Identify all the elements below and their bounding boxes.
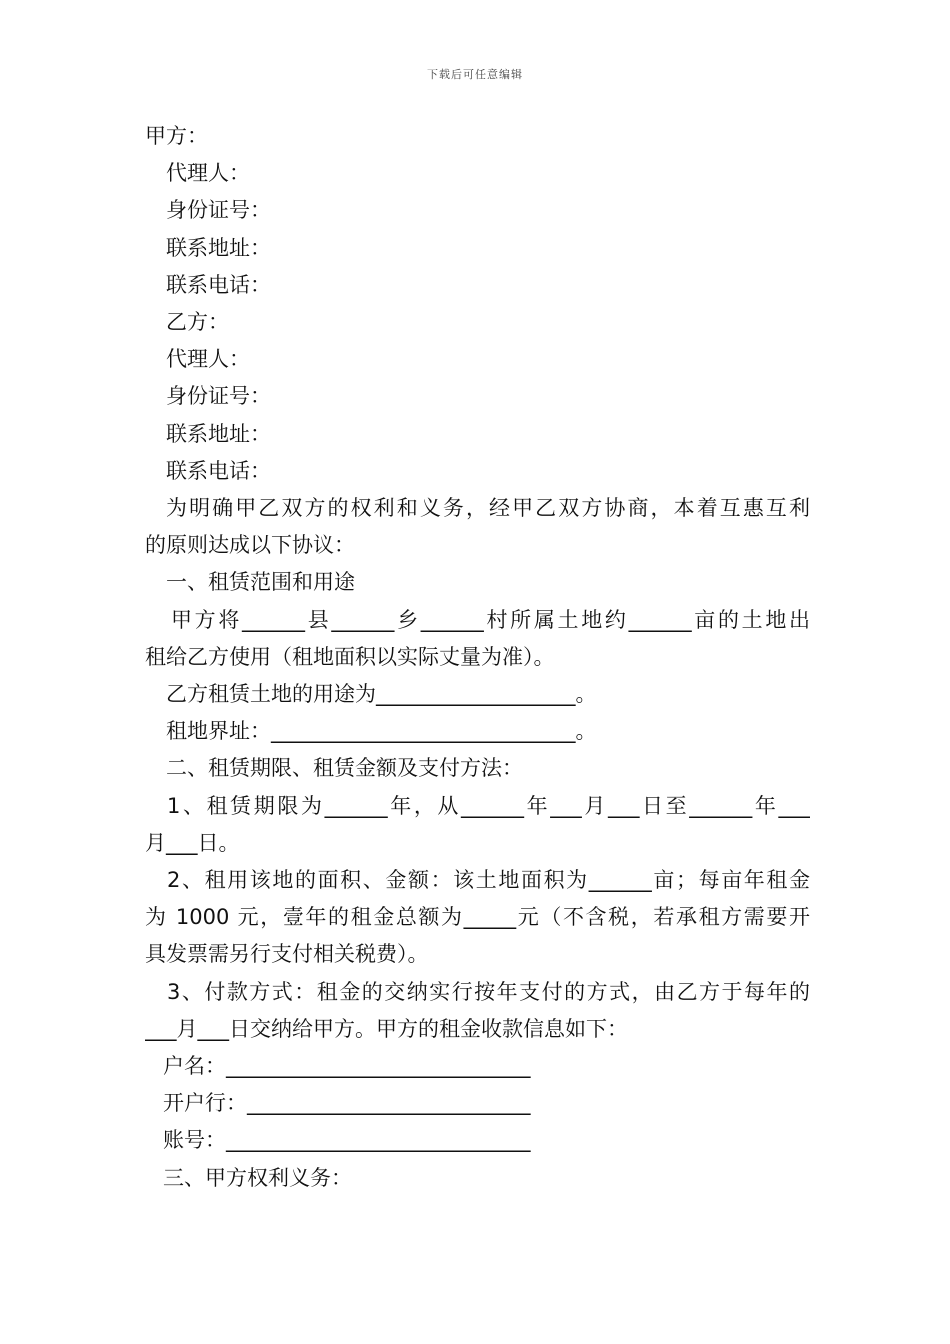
party-a-id-number: 身份证号： <box>166 198 271 223</box>
clause-2-line-3: 具发票需另行支付相关税费）。 <box>145 942 429 967</box>
party-b-label: 乙方： <box>166 310 229 335</box>
clause-3-line-2: ___月___日交纳给甲方。甲方的租金收款信息如下： <box>145 1016 628 1041</box>
clause-2-line-1: 2、租用该地的面积、金额：该土地面积为______亩；每亩年租金 <box>167 868 810 893</box>
clause-1-line-2: 月___日。 <box>145 830 240 855</box>
section-1-heading: 一、租赁范围和用途 <box>166 570 355 595</box>
preamble-line-1: 为明确甲乙双方的权利和义务，经甲乙双方协商，本着互惠互利 <box>166 496 810 521</box>
bank-line: 开户行：___________________________ <box>163 1091 531 1116</box>
party-a-label: 甲方： <box>145 124 208 148</box>
clause-1-line-1: 1、租赁期限为______年，从______年___月___日至______年___ <box>167 793 810 818</box>
section-3-heading: 三、甲方权利义务： <box>163 1165 352 1190</box>
page-header: 下载后可任意编辑 <box>427 68 523 81</box>
contract-body <box>145 118 810 1197</box>
preamble-line-2: 的原则达成以下协议： <box>145 533 355 558</box>
section-1-paragraph-line-2: 租给乙方使用（租地面积以实际丈量为准）。 <box>145 644 555 669</box>
section-2-heading: 二、租赁期限、租赁金额及支付方法： <box>166 756 523 781</box>
clause-3-line-1: 3、付款方式：租金的交纳实行按年支付的方式，由乙方于每年的 <box>167 979 810 1004</box>
party-b-address: 联系地址： <box>166 421 271 446</box>
party-b-phone: 联系电话： <box>166 458 271 483</box>
section-1-paragraph-line-1: 甲方将______县______乡______村所属土地约______亩的土地出 <box>171 607 810 632</box>
clause-2-line-2: 为 1000 元，壹年的租金总额为_____元（不含税，若承租方需要开 <box>145 905 810 930</box>
party-b-id-number: 身份证号： <box>166 384 271 409</box>
account-name-line: 户名：_____________________________ <box>163 1054 531 1079</box>
account-number-line: 账号：_____________________________ <box>163 1128 531 1153</box>
party-a-address: 联系地址： <box>166 235 271 260</box>
land-boundary-line: 租地界址：_____________________________。 <box>166 719 597 744</box>
party-a-agent: 代理人： <box>166 161 250 186</box>
land-use-line: 乙方租赁土地的用途为___________________。 <box>166 682 597 707</box>
party-b-agent: 代理人： <box>166 347 250 372</box>
party-a-phone: 联系电话： <box>166 272 271 297</box>
